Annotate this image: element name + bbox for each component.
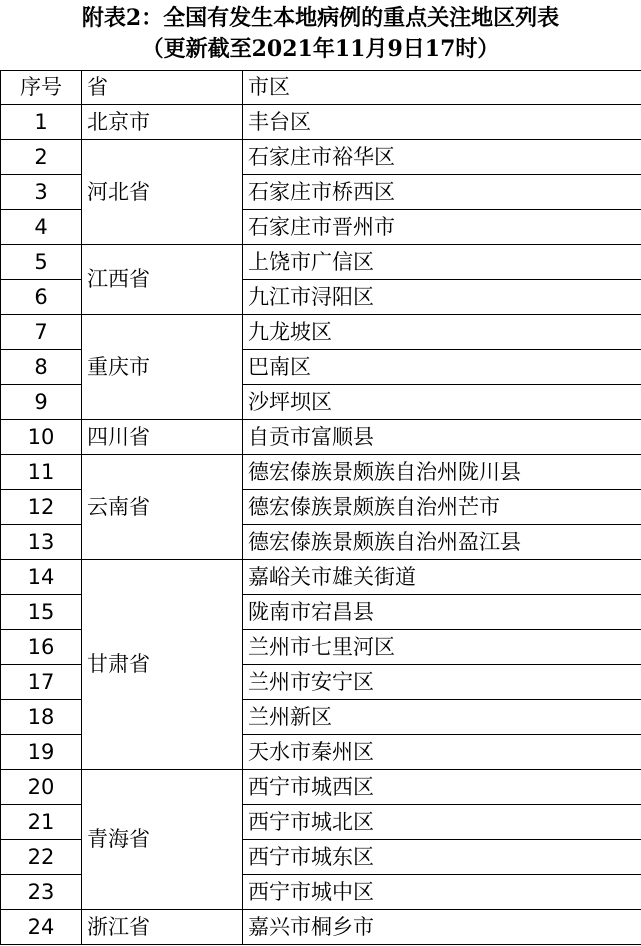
serial-number-cell: 9 bbox=[1, 385, 82, 420]
city-district-cell: 德宏傣族景颇族自治州陇川县 bbox=[243, 455, 641, 490]
serial-number-cell: 5 bbox=[1, 245, 82, 280]
province-cell: 浙江省 bbox=[82, 910, 243, 945]
city-district-cell: 德宏傣族景颇族自治州盈江县 bbox=[243, 525, 641, 560]
city-district-cell: 天水市秦州区 bbox=[243, 735, 641, 770]
serial-number-cell: 11 bbox=[1, 455, 82, 490]
city-district-cell: 九江市浔阳区 bbox=[243, 280, 641, 315]
province-cell: 四川省 bbox=[82, 420, 243, 455]
city-district-cell: 石家庄市桥西区 bbox=[243, 175, 641, 210]
city-district-cell: 陇南市宕昌县 bbox=[243, 595, 641, 630]
city-district-cell: 巴南区 bbox=[243, 350, 641, 385]
serial-number-cell: 2 bbox=[1, 140, 82, 175]
city-district-cell: 西宁市城中区 bbox=[243, 875, 641, 910]
serial-number-cell: 7 bbox=[1, 315, 82, 350]
city-district-cell: 德宏傣族景颇族自治州芒市 bbox=[243, 490, 641, 525]
title-line-1: 附表2：全国有发生本地病例的重点关注地区列表 bbox=[81, 5, 560, 31]
city-district-cell: 自贡市富顺县 bbox=[243, 420, 641, 455]
serial-number-cell: 3 bbox=[1, 175, 82, 210]
serial-number-cell: 17 bbox=[1, 665, 82, 700]
key-areas-table bbox=[0, 70, 641, 945]
header-city-district: 市区 bbox=[243, 71, 641, 105]
province-cell: 河北省 bbox=[82, 140, 243, 245]
city-district-cell: 九龙坡区 bbox=[243, 315, 641, 350]
table-row bbox=[1, 420, 641, 455]
province-cell: 云南省 bbox=[82, 455, 243, 560]
serial-number-cell: 1 bbox=[1, 105, 82, 140]
province-cell: 重庆市 bbox=[82, 315, 243, 420]
province-cell: 甘肃省 bbox=[82, 560, 243, 770]
province-cell: 北京市 bbox=[82, 105, 243, 140]
serial-number-cell: 14 bbox=[1, 560, 82, 595]
province-cell: 青海省 bbox=[82, 770, 243, 910]
serial-number-cell: 23 bbox=[1, 875, 82, 910]
city-district-cell: 嘉兴市桐乡市 bbox=[243, 910, 641, 945]
table-row bbox=[1, 140, 641, 175]
city-district-cell: 石家庄市晋州市 bbox=[243, 210, 641, 245]
serial-number-cell: 8 bbox=[1, 350, 82, 385]
title-line-2: （更新截至2021年11月9日17时） bbox=[141, 36, 500, 62]
serial-number-cell: 16 bbox=[1, 630, 82, 665]
header-serial-no: 序号 bbox=[1, 71, 82, 105]
serial-number-cell: 10 bbox=[1, 420, 82, 455]
serial-number-cell: 20 bbox=[1, 770, 82, 805]
city-district-cell: 西宁市城东区 bbox=[243, 840, 641, 875]
table-row bbox=[1, 770, 641, 805]
serial-number-cell: 21 bbox=[1, 805, 82, 840]
city-district-cell: 西宁市城北区 bbox=[243, 805, 641, 840]
document-title bbox=[0, 0, 641, 70]
table-row bbox=[1, 560, 641, 595]
serial-number-cell: 18 bbox=[1, 700, 82, 735]
serial-number-cell: 19 bbox=[1, 735, 82, 770]
header-province: 省 bbox=[82, 71, 243, 105]
serial-number-cell: 24 bbox=[1, 910, 82, 945]
table-row bbox=[1, 105, 641, 140]
city-district-cell: 兰州市七里河区 bbox=[243, 630, 641, 665]
serial-number-cell: 22 bbox=[1, 840, 82, 875]
city-district-cell: 兰州市安宁区 bbox=[243, 665, 641, 700]
city-district-cell: 嘉峪关市雄关街道 bbox=[243, 560, 641, 595]
table-body bbox=[1, 105, 641, 945]
city-district-cell: 上饶市广信区 bbox=[243, 245, 641, 280]
table-header-row bbox=[1, 71, 641, 105]
table-row bbox=[1, 455, 641, 490]
city-district-cell: 西宁市城西区 bbox=[243, 770, 641, 805]
serial-number-cell: 15 bbox=[1, 595, 82, 630]
serial-number-cell: 6 bbox=[1, 280, 82, 315]
city-district-cell: 丰台区 bbox=[243, 105, 641, 140]
city-district-cell: 兰州新区 bbox=[243, 700, 641, 735]
province-cell: 江西省 bbox=[82, 245, 243, 315]
table-row bbox=[1, 245, 641, 280]
city-district-cell: 沙坪坝区 bbox=[243, 385, 641, 420]
table-row bbox=[1, 910, 641, 945]
table-row bbox=[1, 315, 641, 350]
serial-number-cell: 4 bbox=[1, 210, 82, 245]
serial-number-cell: 13 bbox=[1, 525, 82, 560]
city-district-cell: 石家庄市裕华区 bbox=[243, 140, 641, 175]
serial-number-cell: 12 bbox=[1, 490, 82, 525]
